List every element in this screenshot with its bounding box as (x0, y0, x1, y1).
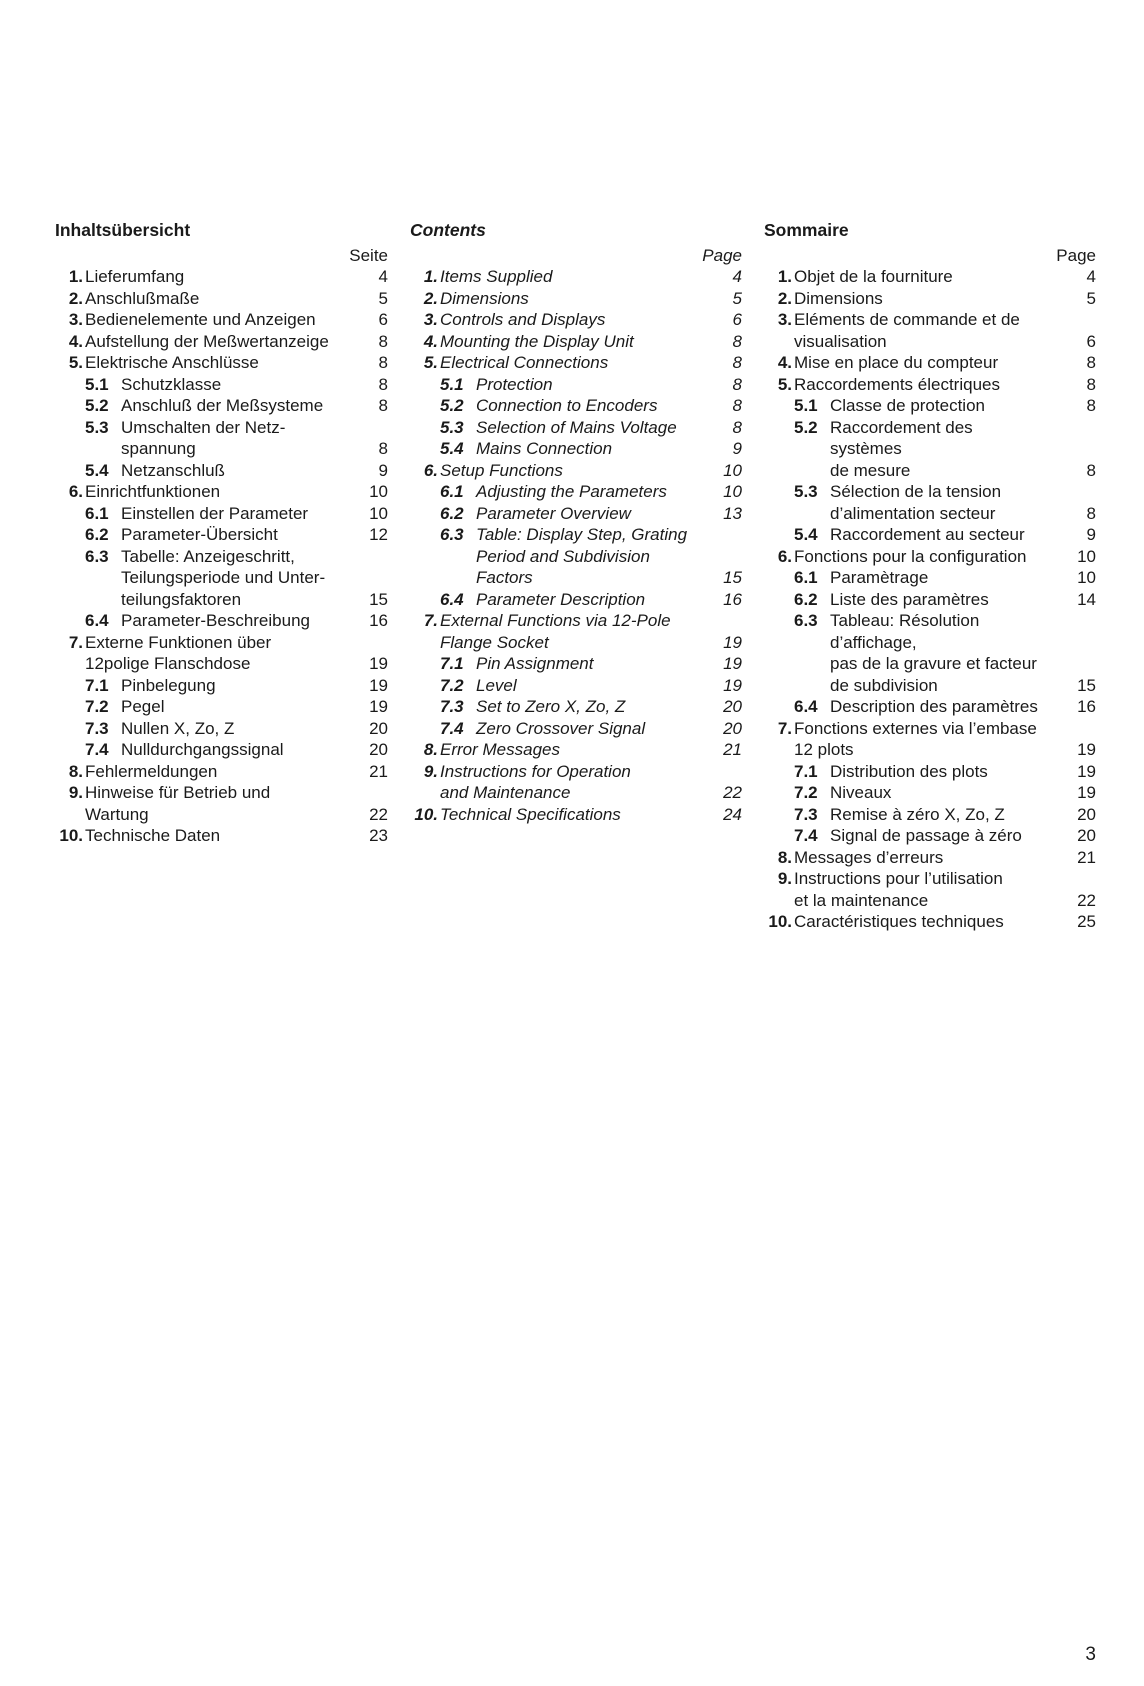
toc-entry (55, 331, 388, 353)
toc-entry (55, 266, 388, 288)
toc-entry (410, 395, 742, 417)
toc-entry (764, 524, 1096, 546)
entry-title: Externe Funktionen über 12polige Flanschdose (85, 632, 272, 673)
entry-number: 5.2 (85, 396, 109, 415)
entry-number: 7.1 (440, 654, 464, 673)
entry-title: Hinweise für Betrieb und Wartung (85, 783, 271, 824)
entry-page: 8 (378, 331, 388, 351)
toc-entry (55, 352, 388, 374)
entry-number: 7.4 (85, 740, 109, 759)
toc-entry (410, 460, 742, 482)
toc-entry (55, 696, 388, 718)
entry-page: 13 (723, 503, 742, 523)
entry-title: Classe de protection (830, 396, 985, 415)
entry-number: 9. (777, 869, 792, 888)
toc-entry (55, 309, 388, 331)
toc-entry (410, 718, 742, 740)
entry-title: Pegel (121, 697, 165, 716)
entry-page: 20 (1077, 804, 1096, 824)
entry-number: 7.3 (794, 804, 818, 824)
entry-page: 8 (1086, 396, 1096, 415)
entry-title: Nulldurchgangssignal (121, 740, 284, 759)
entry-page: 9 (732, 439, 742, 458)
entry-number: 7.3 (85, 718, 109, 738)
entry-title: Connection to Encoders (476, 396, 658, 415)
toc-entry (410, 804, 742, 826)
entry-page: 10 (723, 460, 742, 480)
entry-number: 5. (68, 353, 83, 372)
entry-title: Mains Connection (476, 439, 613, 458)
entry-page: 19 (369, 675, 388, 695)
entry-title: Technical Specifications (440, 804, 621, 824)
toc-entry (764, 761, 1096, 783)
entry-number: 6.3 (85, 546, 109, 566)
toc-entry (55, 675, 388, 697)
entry-number: 7. (68, 632, 83, 652)
toc-entry (764, 546, 1096, 568)
entry-page: 5 (378, 288, 388, 308)
entry-title: Raccordements électriques (794, 374, 1000, 394)
entry-title: Tabelle: Anzeigeschritt, Teilungsperiode und Unter- teilungsfaktoren (121, 546, 326, 609)
entry-page: 24 (723, 804, 742, 824)
entry-page: 8 (1086, 353, 1096, 372)
entry-title: Distribution des plots (830, 761, 988, 781)
entry-title: Protection (476, 374, 553, 394)
entry-page: 23 (369, 826, 388, 845)
entry-page: 19 (723, 632, 742, 652)
entry-number: 5.1 (440, 374, 464, 394)
toc-entry (764, 804, 1096, 826)
toc-entry (764, 847, 1096, 869)
entry-number: 9. (423, 761, 438, 781)
entry-page: 21 (369, 761, 388, 781)
toc-entry (410, 374, 742, 396)
entry-page: 20 (369, 740, 388, 759)
entry-number: 6.3 (794, 611, 818, 630)
entry-page: 19 (369, 654, 388, 673)
page-number: 3 (1085, 1644, 1096, 1665)
entry-number: 6. (777, 546, 792, 566)
toc-entry (410, 653, 742, 675)
entry-title: Signal de passage à zéro (830, 826, 1022, 845)
page-column-label: Page (702, 246, 742, 265)
entry-number: 7.2 (794, 783, 818, 802)
entry-title: Selection of Mains Voltage (476, 417, 677, 437)
entry-page: 8 (378, 353, 388, 372)
entry-page: 15 (1077, 675, 1096, 695)
entry-number: 5.3 (794, 482, 818, 501)
entry-title: Tableau: Résolution d’affichage, pas de la gravure et facteur de subdivision (830, 611, 1037, 695)
entry-page: 19 (369, 697, 388, 716)
entry-title: Adjusting the Parameters (476, 482, 667, 501)
entry-page: 21 (723, 740, 742, 759)
toc-entry (55, 417, 388, 460)
entry-number: 10. (414, 804, 438, 824)
entry-page: 12 (369, 525, 388, 544)
column-title: Contents (410, 220, 486, 240)
entry-number: 7.2 (440, 675, 464, 695)
entry-number: 1. (777, 267, 792, 286)
entry-title: Niveaux (830, 783, 892, 802)
entry-number: 5.4 (794, 525, 818, 544)
toc-entry (764, 696, 1096, 718)
entry-title: External Functions via 12-Pole Flange Socket (440, 611, 671, 652)
entry-title: Error Messages (440, 740, 560, 759)
entry-title: Elektrische Anschlüsse (85, 353, 259, 372)
entry-number: 2. (423, 288, 438, 308)
entry-title: Nullen X, Zo, Z (121, 718, 235, 738)
toc-entry (764, 911, 1096, 933)
entry-page: 9 (378, 460, 388, 480)
entry-page: 19 (1077, 740, 1096, 759)
toc-entry (410, 266, 742, 288)
entry-title: Pin Assignment (476, 654, 594, 673)
toc-entry (764, 395, 1096, 417)
entry-page: 20 (723, 718, 742, 738)
entry-number: 3. (423, 310, 438, 329)
entry-title: Messages d’erreurs (794, 847, 944, 867)
entry-page: 22 (1077, 890, 1096, 910)
toc-entry (410, 761, 742, 804)
entry-title: Liste des paramètres (830, 589, 989, 609)
column-title: Inhaltsübersicht (55, 220, 191, 240)
entry-page: 4 (1086, 267, 1096, 286)
toc-entries (55, 266, 388, 847)
toc-entry (764, 288, 1096, 310)
entry-number: 9. (68, 783, 83, 802)
toc-entry (764, 417, 1096, 482)
entry-title: Dimensions (794, 288, 883, 308)
entry-page: 8 (732, 374, 742, 394)
toc-entry (410, 503, 742, 525)
entry-title: Einrichtfunktionen (85, 482, 221, 501)
entry-number: 5.3 (440, 417, 464, 437)
toc-column-english (410, 220, 742, 825)
toc-entry (410, 610, 742, 653)
entry-page: 8 (1086, 503, 1096, 523)
entry-title: Aufstellung der Meßwertanzeige (85, 331, 329, 351)
entry-page: 8 (378, 439, 388, 458)
entry-page: 10 (1077, 568, 1096, 587)
toc-entry (764, 481, 1096, 524)
toc-entry (764, 266, 1096, 288)
toc-entry (55, 761, 388, 783)
entry-page: 8 (1086, 460, 1096, 480)
toc-entry (764, 825, 1096, 847)
entry-page: 20 (369, 718, 388, 738)
entry-number: 7. (423, 611, 438, 630)
entry-number: 6.4 (85, 611, 109, 630)
entry-number: 7.4 (440, 718, 464, 738)
entry-number: 6.2 (440, 503, 464, 523)
entry-title: Einstellen der Parameter (121, 503, 309, 523)
toc-entries (410, 266, 742, 825)
page-column-label: Page (1056, 246, 1096, 265)
entry-number: 6.4 (440, 589, 464, 609)
entry-title: Description des paramètres (830, 697, 1038, 716)
toc-entry (55, 374, 388, 396)
entry-number: 7. (777, 718, 792, 738)
toc-entry (55, 395, 388, 417)
toc-entry (410, 675, 742, 697)
entry-number: 5. (777, 374, 792, 394)
toc-entry (410, 438, 742, 460)
entry-number: 6.1 (440, 482, 464, 501)
entry-number: 7.4 (794, 826, 818, 845)
entry-page: 8 (732, 417, 742, 437)
toc-entry (410, 589, 742, 611)
entry-page: 8 (378, 396, 388, 415)
entry-title: Zero Crossover Signal (476, 718, 646, 738)
entry-page: 8 (732, 353, 742, 372)
entry-title: Schutzklasse (121, 374, 222, 394)
entry-title: Setup Functions (440, 460, 563, 480)
toc-entry (764, 374, 1096, 396)
entry-page: 4 (378, 267, 388, 286)
entry-page: 16 (723, 589, 742, 609)
entry-title: Mounting the Display Unit (440, 331, 634, 351)
entry-title: Eléments de commande et de visualisation (794, 310, 1020, 351)
entry-title: Objet de la fourniture (794, 267, 953, 286)
entry-title: Anschlußmaße (85, 288, 200, 308)
entry-page: 15 (369, 589, 388, 609)
entry-title: Set to Zero X, Zo, Z (476, 697, 626, 716)
toc-column-french (764, 220, 1096, 933)
entry-title: Netzanschluß (121, 460, 225, 480)
entry-page: 5 (732, 288, 742, 308)
entry-title: Fehlermeldungen (85, 761, 218, 781)
entry-number: 8. (777, 847, 792, 867)
toc-entry (764, 589, 1096, 611)
entry-title: Items Supplied (440, 267, 553, 286)
entry-number: 6.4 (794, 697, 818, 716)
entry-page: 6 (1086, 331, 1096, 351)
entry-title: Paramètrage (830, 568, 929, 587)
entry-number: 5.2 (440, 396, 464, 415)
entry-page: 10 (369, 503, 388, 523)
entry-page: 8 (1086, 374, 1096, 394)
toc-entry (55, 739, 388, 761)
entry-title: Parameter Overview (476, 503, 631, 523)
entry-number: 4. (423, 331, 438, 351)
page-column-label: Seite (349, 246, 388, 265)
entry-number: 1. (423, 267, 438, 286)
entry-title: Electrical Connections (440, 353, 609, 372)
entry-number: 5.4 (85, 460, 109, 480)
toc-column-german (55, 220, 388, 847)
entry-page: 16 (369, 611, 388, 630)
entry-number: 2. (68, 288, 83, 308)
entry-number: 1. (68, 267, 83, 286)
entry-page: 8 (378, 374, 388, 394)
entry-page: 22 (723, 783, 742, 802)
entry-title: Sélection de la tension d’alimentation secteur (830, 482, 1002, 523)
toc-entry (410, 288, 742, 310)
entry-title: Table: Display Step, Grating Period and Subdivision Factors (476, 525, 688, 587)
entry-number: 6.1 (794, 568, 818, 587)
entry-number: 6.1 (85, 503, 109, 523)
entry-number: 10. (59, 826, 83, 845)
entry-page: 14 (1077, 589, 1096, 609)
entry-number: 5.1 (85, 374, 109, 394)
entry-number: 10. (768, 912, 792, 931)
toc-entry (764, 610, 1096, 696)
entry-page: 22 (369, 804, 388, 824)
toc-entry (410, 739, 742, 761)
toc-entry (764, 352, 1096, 374)
entry-number: 5.1 (794, 396, 818, 415)
entry-page: 20 (1077, 826, 1096, 845)
entry-title: Instructions pour l’utilisation et la maintenance (794, 869, 1003, 910)
entry-number: 6.3 (440, 525, 464, 544)
entry-page: 10 (723, 482, 742, 501)
toc-entry (764, 309, 1096, 352)
toc-entry (55, 481, 388, 503)
entry-number: 4. (68, 331, 83, 351)
entry-title: Pinbelegung (121, 675, 216, 695)
entry-title: Remise à zéro X, Zo, Z (830, 804, 1005, 824)
toc-entry (55, 460, 388, 482)
entry-title: Caractéristiques techniques (794, 912, 1004, 931)
toc-entry (764, 718, 1096, 761)
entry-number: 7.3 (440, 697, 464, 716)
entry-title: Fonctions pour la configuration (794, 546, 1027, 566)
entry-page: 10 (1077, 546, 1096, 566)
toc-entry (410, 309, 742, 331)
entry-page: 19 (723, 675, 742, 695)
entry-number: 6.2 (85, 525, 109, 544)
entry-title: Anschluß der Meßsysteme (121, 396, 324, 415)
toc-entry (410, 352, 742, 374)
toc-entry (410, 696, 742, 718)
toc-entry (410, 331, 742, 353)
entry-number: 5.3 (85, 417, 109, 437)
entry-title: Level (476, 675, 517, 695)
entry-page: 8 (732, 331, 742, 351)
entry-number: 6.2 (794, 589, 818, 609)
entry-number: 8. (423, 740, 438, 759)
entry-number: 2. (777, 288, 792, 308)
entry-number: 5.4 (440, 439, 464, 458)
toc-entry (55, 503, 388, 525)
entry-title: Parameter Description (476, 589, 646, 609)
entry-page: 10 (369, 482, 388, 501)
toc-entry (55, 546, 388, 611)
toc-entry (55, 288, 388, 310)
entry-number: 3. (68, 310, 83, 329)
entry-number: 5.2 (794, 417, 818, 437)
entry-number: 7.1 (794, 761, 818, 781)
entry-title: Raccordement des systèmes de mesure (830, 417, 973, 480)
entry-title: Lieferumfang (85, 267, 185, 286)
entry-title: Controls and Displays (440, 310, 606, 329)
entry-page: 8 (732, 396, 742, 415)
toc-entries (764, 266, 1096, 933)
toc-entry (55, 524, 388, 546)
entry-title: Dimensions (440, 288, 529, 308)
toc-entry (764, 567, 1096, 589)
entry-title: Umschalten der Netz- spannung (121, 417, 286, 458)
toc-entry (410, 481, 742, 503)
toc-entry (55, 610, 388, 632)
entry-page: 21 (1077, 847, 1096, 867)
entry-title: Raccordement au secteur (830, 525, 1025, 544)
entry-page: 4 (732, 267, 742, 286)
toc-entry (55, 632, 388, 675)
toc-entry (410, 524, 742, 589)
entry-page: 5 (1086, 288, 1096, 308)
toc-entry (55, 782, 388, 825)
entry-number: 4. (777, 353, 792, 372)
entry-page: 6 (732, 310, 742, 329)
entry-title: Parameter-Beschreibung (121, 611, 310, 630)
entry-page: 9 (1086, 525, 1096, 544)
entry-number: 7.2 (85, 697, 109, 716)
entry-title: Parameter-Übersicht (121, 525, 278, 544)
entry-page: 16 (1077, 697, 1096, 716)
entry-number: 7.1 (85, 675, 109, 695)
column-title: Sommaire (764, 220, 849, 240)
entry-page: 20 (723, 697, 742, 716)
entry-title: Bedienelemente und Anzeigen (85, 310, 316, 329)
entry-page: 19 (723, 654, 742, 673)
entry-page: 19 (1077, 783, 1096, 802)
entry-number: 3. (777, 310, 792, 329)
entry-page: 19 (1077, 761, 1096, 781)
entry-page: 25 (1077, 912, 1096, 931)
entry-page: 15 (723, 568, 742, 587)
entry-title: Instructions for Operation and Maintenance (440, 761, 631, 802)
entry-number: 6. (423, 460, 438, 480)
entry-number: 6. (68, 482, 83, 501)
toc-entry (764, 868, 1096, 911)
entry-title: Fonctions externes via l’embase 12 plots (794, 718, 1037, 759)
entry-title: Technische Daten (85, 826, 221, 845)
toc-entry (55, 718, 388, 740)
entry-page: 6 (378, 310, 388, 329)
toc-entry (55, 825, 388, 847)
entry-title: Mise en place du compteur (794, 353, 999, 372)
toc-entry (764, 782, 1096, 804)
toc-entry (410, 417, 742, 439)
entry-number: 8. (68, 761, 83, 781)
entry-number: 5. (423, 353, 438, 372)
